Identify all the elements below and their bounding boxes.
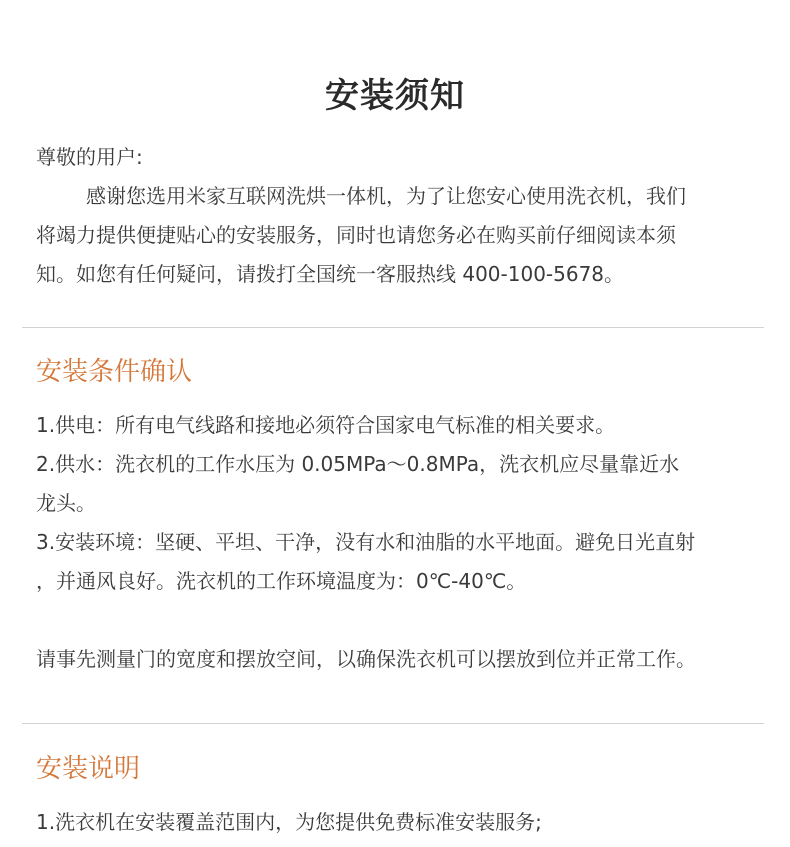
condition-water: 2.供水：洗衣机的工作水压为 0.05MPa～0.8MPa，洗衣机应尽量靠近水 xyxy=(36,452,680,476)
greeting-text: 尊敬的用户: xyxy=(36,145,143,169)
conditions-list xyxy=(36,406,760,601)
section-heading-instructions: 安装说明 xyxy=(36,754,141,784)
page-title: 安装须知 xyxy=(325,75,465,116)
section-divider xyxy=(22,327,764,328)
condition-environment-cont: ，并通风良好。洗衣机的工作环境温度为：0℃-40℃。 xyxy=(36,569,527,593)
instructions-list xyxy=(36,803,760,842)
section-divider xyxy=(22,723,764,724)
condition-water-cont: 龙头。 xyxy=(36,491,96,515)
intro-line: 将竭力提供便捷贴心的安装服务，同时也请您务必在购买前仔细阅读本须 xyxy=(36,223,676,247)
intro-paragraph xyxy=(36,177,760,294)
condition-environment: 3.安装环境：坚硬、平坦、干净，没有水和油脂的水平地面。避免日光直射 xyxy=(36,530,696,554)
condition-power: 1.供电：所有电气线路和接地必须符合国家电气标准的相关要求。 xyxy=(36,413,616,437)
intro-line: 知。如您有任何疑问，请拨打全国统一客服热线 400-100-5678。 xyxy=(36,262,625,286)
section-heading-conditions: 安装条件确认 xyxy=(36,357,193,387)
instruction-item: 1.洗衣机在安装覆盖范围内，为您提供免费标准安装服务; xyxy=(36,810,542,834)
measurement-note: 请事先测量门的宽度和摆放空间，以确保洗衣机可以摆放到位并正常工作。 xyxy=(36,647,696,671)
intro-line: 感谢您选用米家互联网洗烘一体机，为了让您安心使用洗衣机，我们 xyxy=(86,184,686,208)
